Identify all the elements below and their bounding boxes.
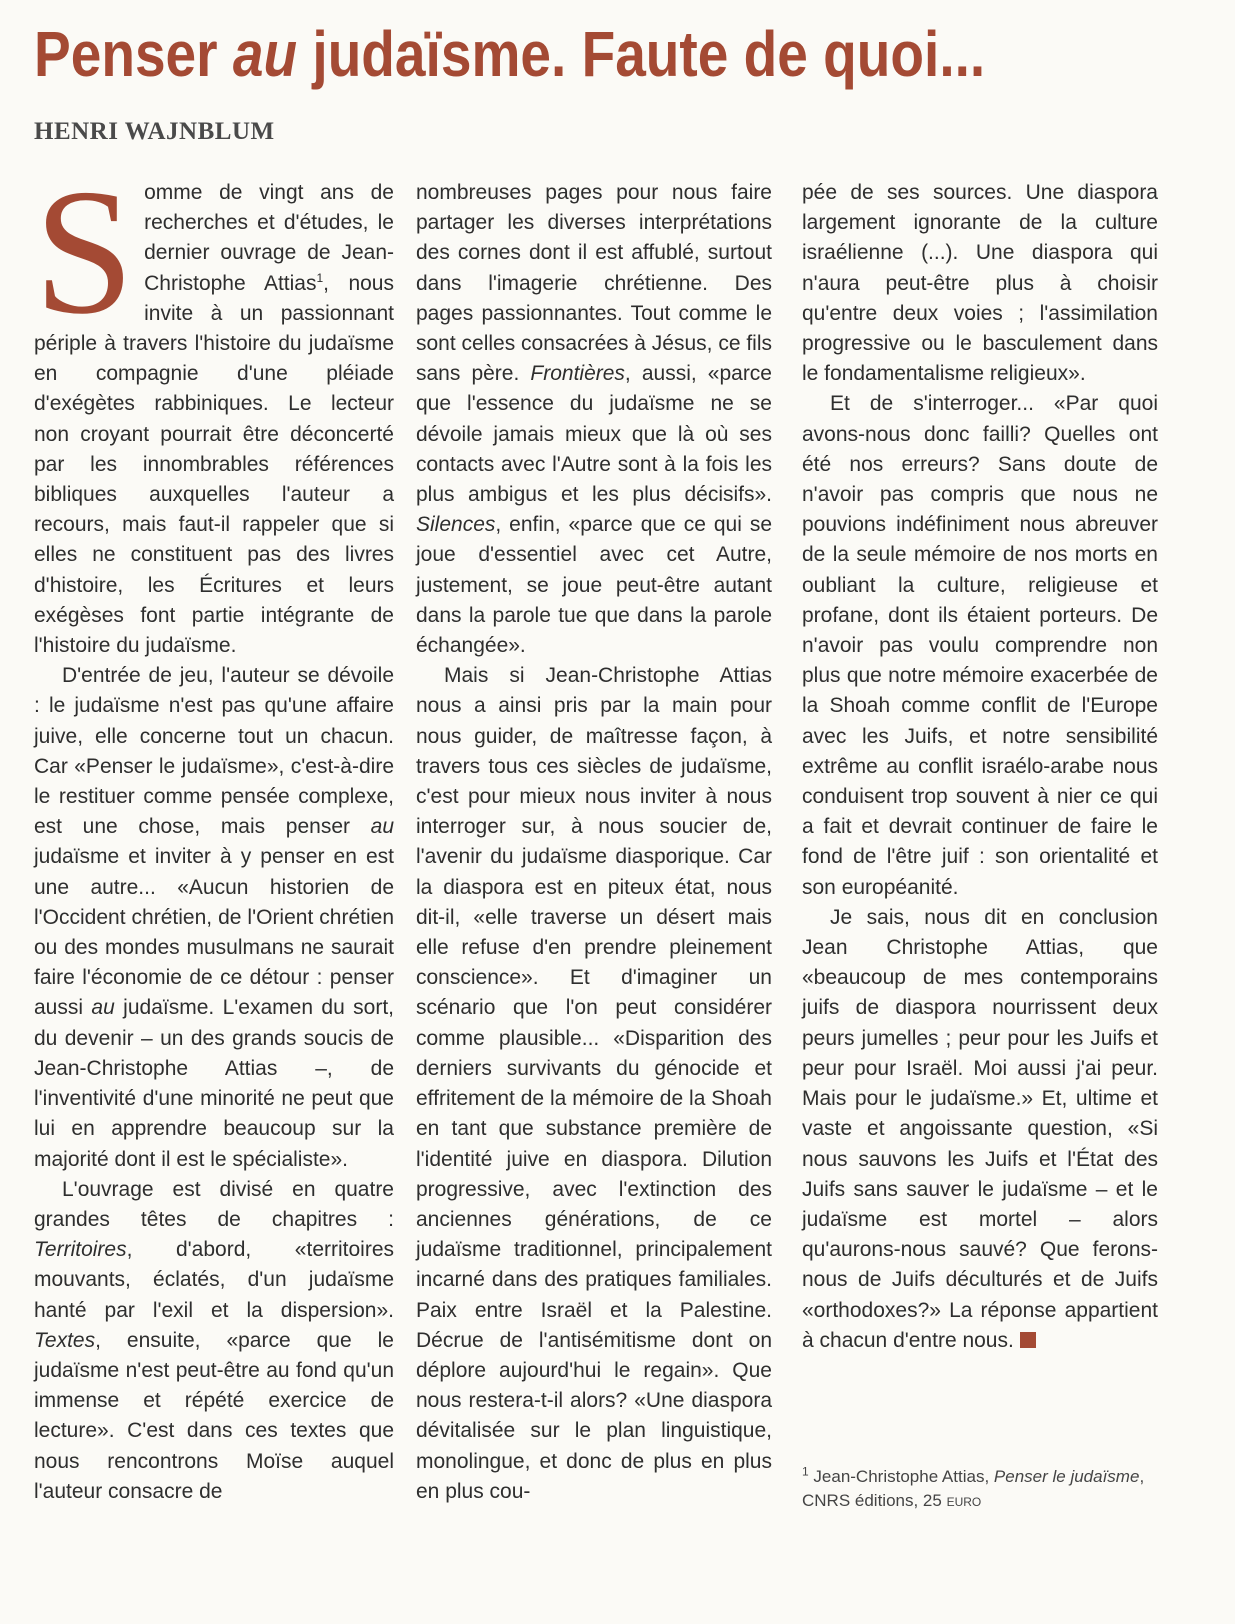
paragraph-4: nombreuses pages pour nous faire partager les diverses interprétations des cornes dont il est affublé, surtout dans l'imagerie chrétienne. Des pages passionnantes. Tout comme le sont celles consacrées à Jésus, ce fils sans père. Frontières, aussi, «parce que l'essence du judaïsme ne se dévoile jamais mieux que là où ses contacts avec l'Autre sont à la fois les plus ambigus et les plus décisifs». Silences, enfin, «parce que ce qui se joue d'essentiel avec cet Autre, justement, se joue peut-être autant dans la parole tue que dans la parole échangée».: [416, 181, 772, 658]
headline: Penser au judaïsme. Faute de quoi...: [34, 18, 986, 90]
column-1: [34, 152, 394, 1507]
column-2: [416, 178, 772, 1507]
paragraph-1: Somme de vingt ans de recherches et d'études, le dernier ouvrage de Jean-Christophe Attias$^1$, nous invite à un passionnant périple à travers l'histoire du judaïsme en compagnie d'une pléiade d'exégètes rabbiniques. Le lecteur non croyant pourrait être déconcerté par les innombrables références bibliques auxquelles l'auteur a recours, mais faut-il rappeler que si elles ne constituent pas des livres d'histoire, les Écritures et leurs exégèses font partie intégrante de l'histoire du judaïsme.: [34, 152, 394, 658]
paragraph-7: Et de s'interroger... «Par quoi avons-nous donc failli? Quelles ont été nos erreurs? Sans doute de n'avoir pas compris que nous ne pouvions indéfiniment nous abreuver de la seule mémoire de nos morts en oubliant la culture, religieuse et profane, dont ils étaient porteurs. De n'avoir pas voulu comprendre non plus que notre mémoire exacerbée de la Shoah comme conflit de l'Europe avec les Juifs, et notre sensibilité extrême au conflit israélo-arabe nous conduisent trop souvent à nier ce qui a fait et devrait continuer de faire le fond de l'être juif : son orientalité et son européanité.: [802, 392, 1158, 899]
footnote: $^1$ Jean-Christophe Attias, Penser le judaïsme, CNRS éditions, 25 EURO: [802, 1464, 1145, 1510]
drop-cap: S: [34, 152, 135, 351]
paragraph-5: Mais si Jean-Christophe Attias nous a ainsi pris par la main pour nous guider, de maîtresse façon, à travers tous ces siècles de judaïsme, c'est pour mieux nous inviter à nous interroger sur, à nous soucier de, l'avenir du judaïsme diasporique. Car la diaspora est en piteux état, nous dit-il, «elle traverse un désert mais elle refuse d'en prendre pleinement conscience». Et d'imaginer un scénario que l'on peut considérer comme plausible... «Disparition des derniers survivants du génocide et effritement de la mémoire de la Shoah en tant que substance première de l'identité juive en diaspora. Dilution progressive, avec l'extinction des anciennes générations, de ce judaïsme traditionnel, principalement incarné dans des pratiques familiales. Paix entre Israël et la Palestine. Décrue de l'antisémitisme dont on déplore aujourd'hui le regain». Que nous restera-t-il alors? «Une diaspora dévitalisée sur le plan linguistique, monolingue, et donc de plus en plus en plus cou-: [416, 664, 772, 1503]
end-of-article-square-icon: [1020, 1332, 1036, 1348]
paragraph-8: Je sais, nous dit en conclusion Jean Christophe Attias, que «beaucoup de mes contemporains juifs de diaspora nourrissent deux peurs jumelles ; peur pour les Juifs et peur pour Israël. Moi aussi j'ai peur. Mais pour le judaïsme.» Et, ultime et vaste et angoissante question, «Si nous sauvons les Juifs et l'État des Juifs sans sauver le judaïsme – et le judaïsme est mortel – alors qu'aurons-nous sauvé? Que ferons-nous de Juifs déculturés et de Juifs «orthodoxes?» La réponse appartient à chacun d'entre nous.: [802, 905, 1158, 1352]
column-3: [802, 178, 1158, 1356]
paragraph-2: D'entrée de jeu, l'auteur se dévoile : le judaïsme n'est pas qu'une affaire juive, elle concerne tout un chacun. Car «Penser le judaïsme», c'est-à-dire le restituer comme pensée complexe, est une chose, mais penser au judaïsme et inviter à y penser en est une autre... «Aucun historien de l'Occident chrétien, de l'Orient chrétien ou des mondes musulmans ne saurait faire l'économie de ce détour : penser aussi au judaïsme. L'examen du sort, du devenir – un des grands soucis de Jean-Christophe Attias –, de l'inventivité d'une minorité ne peut que lui en apprendre beaucoup sur la majorité dont il est le spécialiste».: [34, 664, 394, 1171]
paragraph-6: pée de ses sources. Une diaspora largement ignorante de la culture israélienne (...). Une diaspora qui n'aura peut-être plus à choisir qu'entre deux voies ; l'assimilation progressive ou le basculement dans le fondamentalisme religieux».: [802, 181, 1158, 386]
footnote-ref: 1: [316, 270, 324, 285]
author-byline: HENRI WAJNBLUM: [34, 118, 275, 145]
paragraph-3: L'ouvrage est divisé en quatre grandes têtes de chapitres : Territoires, d'abord, «territoires mouvants, éclatés, d'un judaïsme hanté par l'exil et la dispersion». Textes, ensuite, «parce que le judaïsme n'est peut-être au fond qu'un immense et répété exercice de lecture». C'est dans ces textes que nous rencontrons Moïse auquel l'auteur consacre de: [34, 1177, 394, 1503]
